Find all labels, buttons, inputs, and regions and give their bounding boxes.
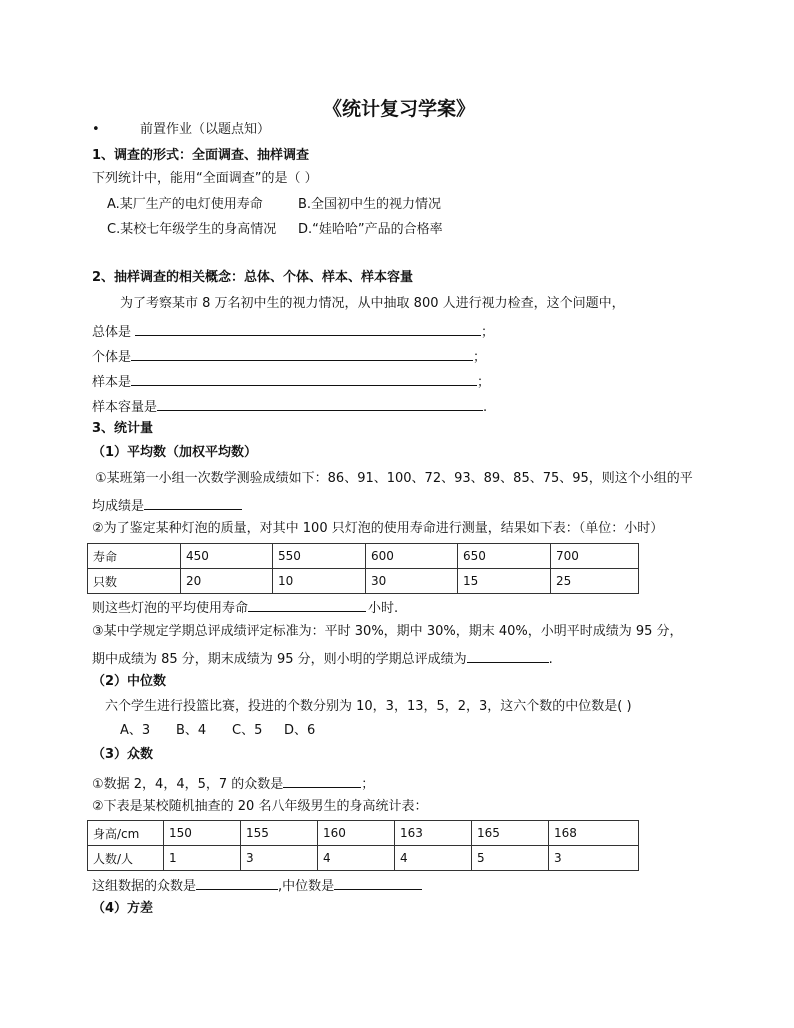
table-cell: 550 (273, 544, 366, 569)
q5-text: ①数据 2，4，4，5，7 的众数是 (92, 777, 284, 792)
section1-heading: 1、调查的形式：全面调查、抽样调查 (92, 148, 310, 163)
q1-blank[interactable] (144, 495, 242, 510)
individual-label: 个体是 (92, 350, 132, 365)
q3-blank[interactable] (467, 648, 549, 663)
subsection-median: （2）中位数 (92, 674, 167, 689)
table-cell: 450 (181, 544, 273, 569)
table-cell: 20 (181, 569, 273, 594)
subsection-mean: （1）平均数（加权平均数） (92, 445, 258, 460)
table-cell: 人数/人 (88, 846, 164, 871)
table-cell: 寿命 (88, 544, 181, 569)
q4-option-d: D、6 (284, 723, 316, 738)
population-line (92, 321, 494, 342)
individual-end: ； (473, 350, 487, 365)
sample-size-end: . (483, 400, 488, 415)
q6-text: ②下表是某校随机抽查的 20 名八年级男生的身高统计表： (92, 799, 428, 814)
q2-answer-blank[interactable] (248, 597, 366, 612)
table-cell: 4 (318, 846, 395, 871)
sample-label: 样本是 (92, 375, 132, 390)
section1-question: 下列统计中，能用“全面调查”的是（ ） (92, 171, 318, 186)
q6-mode-blank[interactable] (196, 875, 278, 890)
table-row (88, 544, 639, 569)
individual-blank[interactable] (131, 346, 473, 361)
q6-median-label: ,中位数是 (278, 879, 335, 894)
sample-blank[interactable] (131, 371, 477, 386)
option-c: C.某校七年级学生的身高情况 (107, 222, 277, 237)
q3-end: . (548, 652, 553, 667)
table-cell: 5 (472, 846, 549, 871)
population-blank[interactable] (135, 321, 481, 336)
table-row (88, 821, 639, 846)
option-b: B.全国初中生的视力情况 (298, 197, 442, 212)
q5-blank[interactable] (283, 773, 361, 788)
q2-answer-line (92, 597, 398, 618)
intro-label: 前置作业（以题点知） (140, 122, 271, 137)
q5-line (92, 773, 374, 794)
q2-answer-pre: 则这些灯泡的平均使用寿命 (92, 601, 249, 616)
table-cell: 600 (366, 544, 458, 569)
q1-line-a: ①某班第一小组一次数学测验成绩如下：86、91、100、72、93、89、85、75、95，则这个小组的平 (95, 471, 693, 486)
height-table (87, 820, 639, 871)
table-cell: 168 (549, 821, 639, 846)
table-cell: 155 (241, 821, 318, 846)
option-a: A.某厂生产的电灯使用寿命 (107, 197, 263, 212)
population-end: ； (481, 325, 495, 340)
table-cell: 10 (273, 569, 366, 594)
q1-line-b (92, 495, 242, 516)
table-cell: 25 (551, 569, 639, 594)
bullet-marker: • (92, 122, 100, 137)
q3-line-b (92, 648, 553, 669)
q6-mode-label: 这组数据的众数是 (92, 879, 197, 894)
q4-option-c: C、5 (232, 723, 263, 738)
sample-size-line (92, 396, 487, 417)
q6-answer-line (92, 875, 422, 896)
table-cell: 3 (241, 846, 318, 871)
table-cell: 4 (395, 846, 472, 871)
table-cell: 700 (551, 544, 639, 569)
q3-text: 期中成绩为 85 分，期末成绩为 95 分，则小明的学期总评成绩为 (92, 652, 467, 667)
q2-answer-post: 小时. (368, 601, 399, 616)
section2-heading: 2、抽样调查的相关概念：总体、个体、样本、样本容量 (92, 270, 414, 285)
lifespan-table (87, 543, 639, 594)
section3-heading: 3、统计量 (92, 421, 154, 436)
q5-end: ； (361, 777, 375, 792)
q3-line-a: ③某中学规定学期总评成绩评定标准为：平时 30%，期中 30%，期末 40%，小明平时成绩为 95 分， (92, 624, 683, 639)
population-label: 总体是 (92, 325, 132, 340)
sample-size-blank[interactable] (157, 396, 483, 411)
table-cell: 3 (549, 846, 639, 871)
q4-option-b: B、4 (176, 723, 207, 738)
table-cell: 163 (395, 821, 472, 846)
table-row (88, 569, 639, 594)
table-cell: 150 (164, 821, 241, 846)
q4-options (120, 722, 315, 740)
subsection-mode: （3）众数 (92, 747, 154, 762)
table-cell: 650 (458, 544, 551, 569)
table-cell: 30 (366, 569, 458, 594)
table-cell: 15 (458, 569, 551, 594)
table-cell: 160 (318, 821, 395, 846)
sample-end: ； (477, 375, 491, 390)
q4-text: 六个学生进行投篮比赛，投进的个数分别为 10，3，13，5，2，3，这六个数的中位数是( ) (105, 699, 632, 714)
q6-median-blank[interactable] (334, 875, 422, 890)
individual-line (92, 346, 486, 367)
table-cell: 165 (472, 821, 549, 846)
table-cell: 只数 (88, 569, 181, 594)
section2-stem: 为了考察某市 8 万名初中生的视力情况，从中抽取 800 人进行视力检查，这个问题中， (120, 296, 625, 311)
subsection-variance: （4）方差 (92, 901, 154, 916)
page-title: 《统计复习学案》 (323, 98, 476, 120)
table-cell: 1 (164, 846, 241, 871)
table-row (88, 846, 639, 871)
sample-size-label: 样本容量是 (92, 400, 158, 415)
q1-text: 均成绩是 (92, 499, 145, 514)
sample-line (92, 371, 490, 392)
option-d: D.“娃哈哈”产品的合格率 (298, 222, 443, 237)
table-cell: 身高/cm (88, 821, 164, 846)
q2-text: ②为了鉴定某种灯泡的质量，对其中 100 只灯泡的使用寿命进行测量，结果如下表：（单位：小时） (92, 521, 664, 536)
q4-option-a: A、3 (120, 723, 151, 738)
